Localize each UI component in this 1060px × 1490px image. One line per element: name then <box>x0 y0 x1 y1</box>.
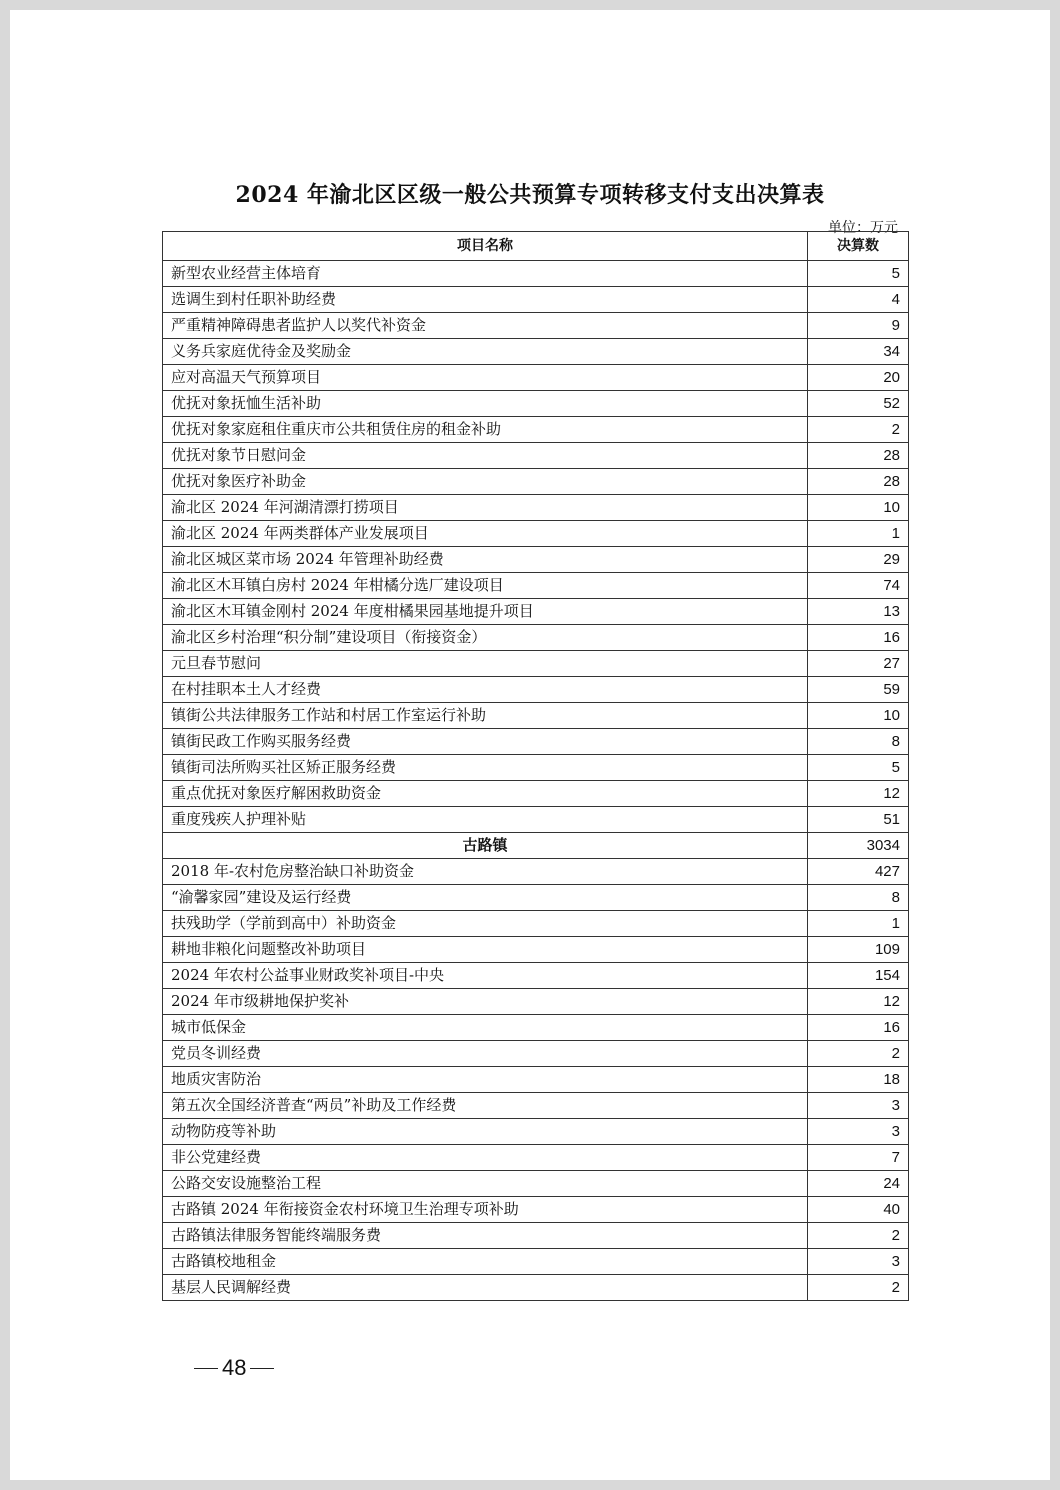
table-row <box>163 1041 909 1067</box>
table-row <box>163 651 909 677</box>
row-amount: 8 <box>808 885 909 911</box>
row-project-name: 渝北区木耳镇白房村 2024 年柑橘分选厂建设项目 <box>163 573 808 599</box>
table-row <box>163 599 909 625</box>
row-amount: 3 <box>808 1249 909 1275</box>
row-project-name: 党员冬训经费 <box>163 1041 808 1067</box>
row-amount: 4 <box>808 287 909 313</box>
row-project-name: 古路镇 <box>163 833 808 859</box>
row-project-name: 城市低保金 <box>163 1015 808 1041</box>
row-amount: 34 <box>808 339 909 365</box>
table-row <box>163 1197 909 1223</box>
table-row <box>163 781 909 807</box>
table-row <box>163 807 909 833</box>
row-project-name: 渝北区 2024 年两类群体产业发展项目 <box>163 521 808 547</box>
row-amount: 24 <box>808 1171 909 1197</box>
row-project-name: 动物防疫等补助 <box>163 1119 808 1145</box>
footer-dash-right <box>250 1368 274 1369</box>
row-project-name: 严重精神障碍患者监护人以奖代补资金 <box>163 313 808 339</box>
table-row <box>163 1067 909 1093</box>
row-project-name: 应对高温天气预算项目 <box>163 365 808 391</box>
table-row <box>163 547 909 573</box>
row-project-name: 选调生到村任职补助经费 <box>163 287 808 313</box>
table-row <box>163 391 909 417</box>
table-row <box>163 989 909 1015</box>
row-amount: 27 <box>808 651 909 677</box>
header-final-amount: 决算数 <box>808 232 909 261</box>
table-row <box>163 495 909 521</box>
table-row <box>163 1223 909 1249</box>
row-amount: 2 <box>808 1275 909 1301</box>
table-row <box>163 755 909 781</box>
row-amount: 29 <box>808 547 909 573</box>
row-amount: 2 <box>808 417 909 443</box>
row-amount: 28 <box>808 469 909 495</box>
row-project-name: 重度残疾人护理补贴 <box>163 807 808 833</box>
unit-label: 单位：万元 <box>828 220 898 236</box>
row-project-name: 第五次全国经济普查“两员”补助及工作经费 <box>163 1093 808 1119</box>
row-amount: 2 <box>808 1223 909 1249</box>
row-project-name: 渝北区木耳镇金刚村 2024 年度柑橘果园基地提升项目 <box>163 599 808 625</box>
table-row <box>163 417 909 443</box>
row-amount: 3034 <box>808 833 909 859</box>
row-amount: 8 <box>808 729 909 755</box>
table-row <box>163 261 909 287</box>
table-row <box>163 625 909 651</box>
row-project-name: 地质灾害防治 <box>163 1067 808 1093</box>
row-project-name: 镇街公共法律服务工作站和村居工作室运行补助 <box>163 703 808 729</box>
row-project-name: 非公党建经费 <box>163 1145 808 1171</box>
table-row <box>163 573 909 599</box>
table-row <box>163 1093 909 1119</box>
row-amount: 74 <box>808 573 909 599</box>
row-amount: 40 <box>808 1197 909 1223</box>
table-row <box>163 885 909 911</box>
row-project-name: 重点优抚对象医疗解困救助资金 <box>163 781 808 807</box>
table-row <box>163 1119 909 1145</box>
table-row <box>163 1249 909 1275</box>
row-project-name: 优抚对象医疗补助金 <box>163 469 808 495</box>
table-row <box>163 1171 909 1197</box>
table-row <box>163 1015 909 1041</box>
row-project-name: 基层人民调解经费 <box>163 1275 808 1301</box>
row-amount: 9 <box>808 313 909 339</box>
table-row <box>163 287 909 313</box>
row-project-name: 优抚对象抚恤生活补助 <box>163 391 808 417</box>
table-row <box>163 963 909 989</box>
row-amount: 52 <box>808 391 909 417</box>
row-amount: 16 <box>808 1015 909 1041</box>
table-row <box>163 729 909 755</box>
row-project-name: “渝馨家园”建设及运行经费 <box>163 885 808 911</box>
budget-table <box>162 231 909 1301</box>
table-row <box>163 443 909 469</box>
row-amount: 2 <box>808 1041 909 1067</box>
row-amount: 5 <box>808 755 909 781</box>
row-project-name: 渝北区乡村治理“积分制”建设项目（衔接资金） <box>163 625 808 651</box>
row-project-name: 2018 年-农村危房整治缺口补助资金 <box>163 859 808 885</box>
table-row <box>163 937 909 963</box>
table-row <box>163 365 909 391</box>
row-amount: 18 <box>808 1067 909 1093</box>
row-project-name: 义务兵家庭优待金及奖励金 <box>163 339 808 365</box>
row-project-name: 镇街民政工作购买服务经费 <box>163 729 808 755</box>
row-amount: 13 <box>808 599 909 625</box>
row-project-name: 2024 年农村公益事业财政奖补项目-中央 <box>163 963 808 989</box>
row-amount: 10 <box>808 495 909 521</box>
table-group-row <box>163 833 909 859</box>
row-amount: 3 <box>808 1119 909 1145</box>
page-title: 2024 年渝北区区级一般公共预算专项转移支付支出决算表 <box>235 182 825 208</box>
table-body <box>163 261 909 1301</box>
row-amount: 10 <box>808 703 909 729</box>
row-project-name: 扶残助学（学前到高中）补助资金 <box>163 911 808 937</box>
row-amount: 109 <box>808 937 909 963</box>
row-amount: 1 <box>808 911 909 937</box>
table-header-row <box>163 232 909 261</box>
table-row <box>163 677 909 703</box>
table-row <box>163 1275 909 1301</box>
table-row <box>163 469 909 495</box>
table-row <box>163 313 909 339</box>
row-project-name: 公路交安设施整治工程 <box>163 1171 808 1197</box>
row-amount: 20 <box>808 365 909 391</box>
table-row <box>163 703 909 729</box>
row-amount: 12 <box>808 989 909 1015</box>
table-row <box>163 339 909 365</box>
page-footer <box>190 1355 278 1381</box>
row-project-name: 元旦春节慰问 <box>163 651 808 677</box>
table-row <box>163 911 909 937</box>
row-project-name: 在村挂职本土人才经费 <box>163 677 808 703</box>
row-amount: 28 <box>808 443 909 469</box>
row-amount: 154 <box>808 963 909 989</box>
row-project-name: 镇街司法所购买社区矫正服务经费 <box>163 755 808 781</box>
row-project-name: 优抚对象节日慰问金 <box>163 443 808 469</box>
row-amount: 12 <box>808 781 909 807</box>
row-project-name: 渝北区城区菜市场 2024 年管理补助经费 <box>163 547 808 573</box>
row-project-name: 古路镇 2024 年衔接资金农村环境卫生治理专项补助 <box>163 1197 808 1223</box>
row-project-name: 2024 年市级耕地保护奖补 <box>163 989 808 1015</box>
header-project-name: 项目名称 <box>163 232 808 261</box>
row-project-name: 古路镇校地租金 <box>163 1249 808 1275</box>
row-amount: 59 <box>808 677 909 703</box>
row-project-name: 渝北区 2024 年河湖清漂打捞项目 <box>163 495 808 521</box>
row-project-name: 新型农业经营主体培育 <box>163 261 808 287</box>
table-row <box>163 859 909 885</box>
row-project-name: 优抚对象家庭租住重庆市公共租赁住房的租金补助 <box>163 417 808 443</box>
row-amount: 51 <box>808 807 909 833</box>
row-amount: 5 <box>808 261 909 287</box>
footer-dash-left <box>194 1368 218 1369</box>
table-row <box>163 521 909 547</box>
row-amount: 1 <box>808 521 909 547</box>
table-row <box>163 1145 909 1171</box>
row-amount: 7 <box>808 1145 909 1171</box>
row-amount: 427 <box>808 859 909 885</box>
row-amount: 16 <box>808 625 909 651</box>
row-project-name: 耕地非粮化问题整改补助项目 <box>163 937 808 963</box>
page-number: 48 <box>222 1355 247 1380</box>
row-project-name: 古路镇法律服务智能终端服务费 <box>163 1223 808 1249</box>
document-page <box>10 10 1050 1480</box>
row-amount: 3 <box>808 1093 909 1119</box>
